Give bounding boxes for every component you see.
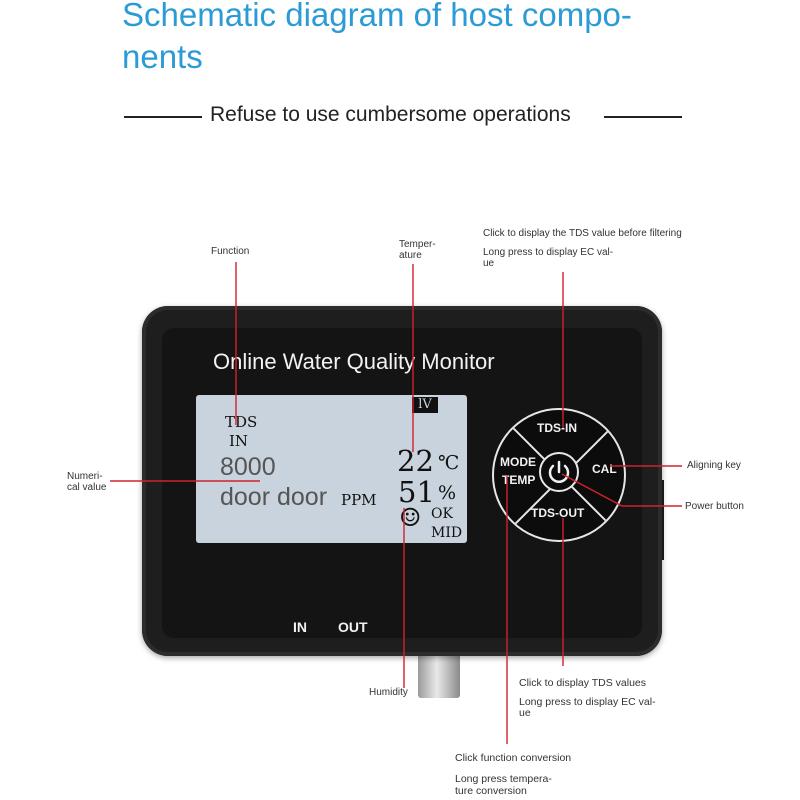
smiley-icon: ☺ <box>399 503 422 532</box>
label-mode-1: Click function conversion <box>455 752 572 764</box>
lcd-temperature-value: 22 <box>397 444 434 478</box>
lcd-door-text: door door <box>220 483 328 511</box>
label-tds-out-1: Click to display TDS values <box>519 677 647 689</box>
lcd-tds-label: TDS <box>225 413 258 431</box>
label-numeric-1: Numeri- <box>67 471 103 482</box>
label-mode-2: Long press tempera- <box>455 773 552 785</box>
label-power-button: Power button <box>685 501 744 512</box>
label-numeric-2: cal value <box>67 482 107 493</box>
port-in-label: IN <box>293 619 307 635</box>
cal-button[interactable]: CAL <box>592 462 617 476</box>
tds-out-button[interactable]: TDS-OUT <box>531 506 585 520</box>
signal-badge-icon: lV <box>412 397 438 413</box>
label-tds-out-2: Long press to display EC val- <box>519 696 656 708</box>
lcd-in-label: IN <box>229 432 249 450</box>
label-temperature-2: ature <box>399 250 422 261</box>
label-mode-3: ture conversion <box>455 785 527 797</box>
label-tds-in-1: Click to display the TDS value before filtering <box>483 228 682 239</box>
label-tds-in-3: ue <box>483 258 495 269</box>
mode-button[interactable]: MODE <box>500 455 536 469</box>
lcd-ok: OK <box>431 506 453 522</box>
temp-button[interactable]: TEMP <box>502 473 536 487</box>
label-tds-in-2: Long press to display EC val- <box>483 247 614 258</box>
leader-power <box>562 474 682 506</box>
lcd-unit: PPM <box>341 491 377 509</box>
lcd-mid: MID <box>431 525 463 541</box>
lcd-humidity-value: 51 <box>398 475 435 509</box>
port-out-label: OUT <box>338 619 368 635</box>
label-function: Function <box>211 246 250 257</box>
title-line-1: Schematic diagram of host compo- <box>122 0 632 33</box>
tds-in-button[interactable]: TDS-IN <box>537 421 577 435</box>
subtitle: Refuse to use cumbersome operations <box>210 103 571 126</box>
device-title: Online Water Quality Monitor <box>213 349 495 374</box>
title-line-2: nents <box>122 38 203 75</box>
label-aligning-key: Aligning key <box>687 460 741 471</box>
lcd-numeric-value: 8000 <box>220 453 276 481</box>
lcd-humidity-unit: % <box>438 482 457 504</box>
label-temperature-1: Temper- <box>399 239 436 250</box>
label-humidity: Humidity <box>369 687 408 698</box>
lcd-temperature-unit: ℃ <box>438 452 460 474</box>
label-tds-out-3: ue <box>519 707 531 719</box>
